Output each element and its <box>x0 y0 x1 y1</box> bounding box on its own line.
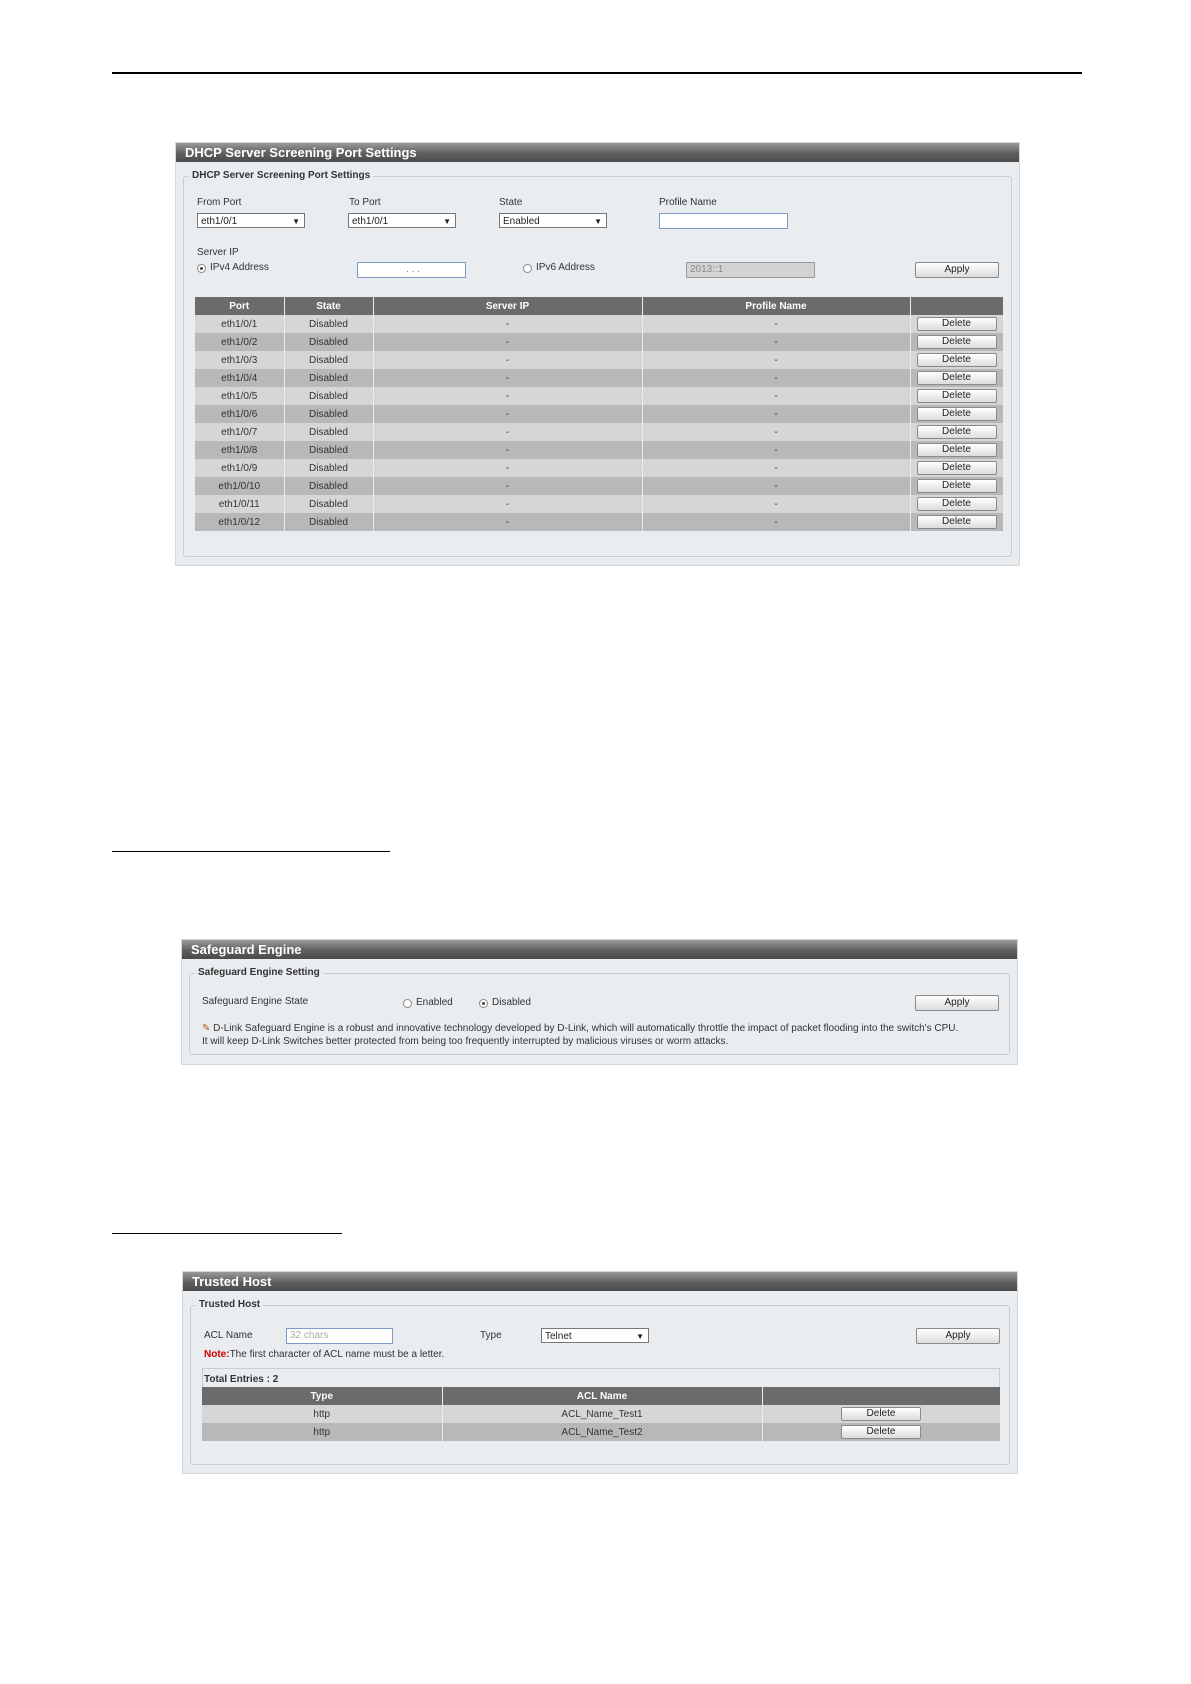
state-cell: Disabled <box>284 477 373 495</box>
table-row <box>202 1423 1000 1441</box>
table-header-row <box>202 1387 1000 1405</box>
table-row <box>195 495 1003 513</box>
server-ip-cell: - <box>373 513 642 531</box>
from-port-label: From Port <box>197 197 242 208</box>
profile-name-input[interactable] <box>659 213 788 229</box>
table-row <box>202 1405 1000 1423</box>
state-cell: Disabled <box>284 441 373 459</box>
action-cell <box>910 369 1003 387</box>
delete-button[interactable]: Delete <box>917 443 997 457</box>
ipv6-radio[interactable] <box>523 264 532 273</box>
total-entries-bar <box>202 1368 1000 1387</box>
port-cell: eth1/0/10 <box>195 477 284 495</box>
note-prefix: Note: <box>204 1349 230 1360</box>
port-cell: eth1/0/12 <box>195 513 284 531</box>
panel-title: DHCP Server Screening Port Settings <box>176 143 1019 162</box>
note-text-1: D-Link Safeguard Engine is a robust and innovative technology developed by D-Link, which will automatically throttle the impact of packet flooding into the switch's CPU. <box>213 1023 959 1034</box>
from-port-value: eth1/0/1 <box>201 216 238 227</box>
total-entries: Total Entries : 2 <box>204 1374 279 1385</box>
note-line-1 <box>202 1023 958 1034</box>
state-label: State <box>499 197 523 208</box>
col-header-type: Type <box>202 1387 442 1405</box>
profile-name-cell: - <box>642 315 910 333</box>
col-header-profile-name: Profile Name <box>642 297 910 315</box>
state-cell: Disabled <box>284 369 373 387</box>
note-text: The first character of ACL name must be a letter. <box>229 1349 445 1360</box>
safeguard-enabled-radio[interactable] <box>403 999 412 1008</box>
action-cell <box>910 387 1003 405</box>
port-cell: eth1/0/9 <box>195 459 284 477</box>
delete-button[interactable]: Delete <box>917 497 997 511</box>
delete-button[interactable]: Delete <box>917 317 997 331</box>
delete-button[interactable]: Delete <box>841 1425 921 1439</box>
to-port-value: eth1/0/1 <box>352 216 389 227</box>
server-ip-cell: - <box>373 387 642 405</box>
type-label: Type <box>480 1330 502 1341</box>
safeguard-disabled-radio[interactable] <box>479 999 488 1008</box>
server-ip-label: Server IP <box>197 247 239 258</box>
profile-name-cell: - <box>642 513 910 531</box>
chevron-down-icon: ▼ <box>594 217 602 226</box>
apply-button[interactable]: Apply <box>916 1328 1000 1344</box>
delete-button[interactable]: Delete <box>917 515 997 529</box>
profile-name-cell: - <box>642 369 910 387</box>
table-row <box>195 477 1003 495</box>
from-port-select[interactable] <box>197 213 305 228</box>
ipv6-address-input[interactable] <box>686 262 815 278</box>
fieldset-legend: Safeguard Engine Setting <box>195 967 323 978</box>
port-cell: eth1/0/3 <box>195 351 284 369</box>
pencil-icon: ✎ <box>202 1023 211 1034</box>
profile-name-label: Profile Name <box>659 197 717 208</box>
table-row <box>195 459 1003 477</box>
action-cell <box>910 423 1003 441</box>
table-row <box>195 351 1003 369</box>
table-row <box>195 441 1003 459</box>
acl-name-placeholder: 32 chars <box>290 1330 329 1341</box>
action-cell <box>910 513 1003 531</box>
table-row <box>195 423 1003 441</box>
state-cell: Disabled <box>284 495 373 513</box>
profile-name-cell: - <box>642 405 910 423</box>
action-cell <box>910 333 1003 351</box>
col-header-action <box>910 297 1003 315</box>
safeguard-state-label: Safeguard Engine State <box>202 996 309 1007</box>
action-cell <box>910 495 1003 513</box>
apply-button[interactable]: Apply <box>915 995 999 1011</box>
trusted-host-table <box>202 1387 1001 1441</box>
note-line <box>204 1349 444 1360</box>
ipv4-radio[interactable] <box>197 264 206 273</box>
section-underline <box>112 851 390 852</box>
port-cell: eth1/0/6 <box>195 405 284 423</box>
port-cell: eth1/0/1 <box>195 315 284 333</box>
profile-name-cell: - <box>642 423 910 441</box>
state-select[interactable] <box>499 213 607 228</box>
action-cell <box>910 351 1003 369</box>
fieldset-legend: Trusted Host <box>196 1299 263 1310</box>
chevron-down-icon: ▼ <box>636 1332 644 1341</box>
delete-button[interactable]: Delete <box>917 479 997 493</box>
panel-title: Trusted Host <box>183 1272 1017 1291</box>
state-cell: Disabled <box>284 459 373 477</box>
safeguard-fieldset <box>189 967 1010 1055</box>
ipv4-address-input[interactable] <box>357 262 466 278</box>
acl-name-input[interactable] <box>286 1328 393 1344</box>
profile-name-cell: - <box>642 459 910 477</box>
table-row <box>195 387 1003 405</box>
fieldset-legend: DHCP Server Screening Port Settings <box>189 170 373 181</box>
safeguard-disabled-label: Disabled <box>492 997 531 1008</box>
page-top-rule <box>112 72 1082 74</box>
action-cell <box>910 315 1003 333</box>
dhcp-screening-fieldset <box>183 170 1012 557</box>
type-cell: http <box>202 1405 442 1423</box>
table-header-row <box>195 297 1003 315</box>
trusted-host-panel <box>182 1271 1018 1474</box>
server-ip-cell: - <box>373 477 642 495</box>
ipv6-label: IPv6 Address <box>536 262 595 273</box>
acl-name-cell: ACL_Name_Test2 <box>442 1423 762 1441</box>
state-cell: Disabled <box>284 315 373 333</box>
server-ip-cell: - <box>373 369 642 387</box>
section-underline <box>112 1233 342 1234</box>
server-ip-cell: - <box>373 459 642 477</box>
port-cell: eth1/0/8 <box>195 441 284 459</box>
table-row <box>195 333 1003 351</box>
delete-button[interactable]: Delete <box>917 461 997 475</box>
server-ip-cell: - <box>373 423 642 441</box>
delete-button[interactable]: Delete <box>917 407 997 421</box>
port-cell: eth1/0/7 <box>195 423 284 441</box>
type-value: Telnet <box>545 1331 572 1342</box>
delete-button[interactable]: Delete <box>917 371 997 385</box>
table-row <box>195 315 1003 333</box>
table-row <box>195 513 1003 531</box>
state-cell: Disabled <box>284 333 373 351</box>
profile-name-cell: - <box>642 351 910 369</box>
profile-name-cell: - <box>642 495 910 513</box>
action-cell <box>910 459 1003 477</box>
ipv4-placeholder: . . . <box>406 264 420 275</box>
to-port-label: To Port <box>349 197 381 208</box>
type-select[interactable] <box>541 1328 649 1343</box>
dhcp-port-table <box>195 297 1004 531</box>
port-cell: eth1/0/2 <box>195 333 284 351</box>
state-value: Enabled <box>503 216 540 227</box>
ipv4-label: IPv4 Address <box>210 262 269 273</box>
delete-button[interactable]: Delete <box>841 1407 921 1421</box>
delete-button[interactable]: Delete <box>917 425 997 439</box>
col-header-server-ip: Server IP <box>373 297 642 315</box>
type-cell: http <box>202 1423 442 1441</box>
server-ip-cell: - <box>373 351 642 369</box>
safeguard-engine-panel <box>181 939 1018 1065</box>
port-cell: eth1/0/4 <box>195 369 284 387</box>
port-cell: eth1/0/11 <box>195 495 284 513</box>
col-header-port: Port <box>195 297 284 315</box>
chevron-down-icon: ▼ <box>443 217 451 226</box>
delete-button[interactable]: Delete <box>917 389 997 403</box>
dhcp-screening-panel <box>175 142 1020 566</box>
state-cell: Disabled <box>284 351 373 369</box>
acl-name-cell: ACL_Name_Test1 <box>442 1405 762 1423</box>
note-line-2: It will keep D-Link Switches better protected from being too frequently interrupted by malicious viruses or worm attacks. <box>202 1036 729 1047</box>
state-cell: Disabled <box>284 405 373 423</box>
action-cell <box>910 441 1003 459</box>
port-cell: eth1/0/5 <box>195 387 284 405</box>
server-ip-cell: - <box>373 405 642 423</box>
col-header-state: State <box>284 297 373 315</box>
server-ip-cell: - <box>373 495 642 513</box>
action-cell <box>762 1423 1000 1441</box>
delete-button[interactable]: Delete <box>917 353 997 367</box>
safeguard-enabled-label: Enabled <box>416 997 453 1008</box>
action-cell <box>910 477 1003 495</box>
state-cell: Disabled <box>284 423 373 441</box>
server-ip-cell: - <box>373 441 642 459</box>
server-ip-cell: - <box>373 315 642 333</box>
profile-name-cell: - <box>642 333 910 351</box>
ipv6-placeholder: 2013::1 <box>690 264 724 275</box>
col-header-acl-name: ACL Name <box>442 1387 762 1405</box>
profile-name-cell: - <box>642 477 910 495</box>
trusted-host-fieldset <box>190 1299 1010 1465</box>
table-row <box>195 369 1003 387</box>
profile-name-cell: - <box>642 441 910 459</box>
server-ip-cell: - <box>373 333 642 351</box>
profile-name-cell: - <box>642 387 910 405</box>
to-port-select[interactable] <box>348 213 456 228</box>
apply-button[interactable]: Apply <box>915 262 999 278</box>
acl-name-label: ACL Name <box>204 1330 253 1341</box>
chevron-down-icon: ▼ <box>292 217 300 226</box>
action-cell <box>910 405 1003 423</box>
state-cell: Disabled <box>284 387 373 405</box>
delete-button[interactable]: Delete <box>917 335 997 349</box>
table-row <box>195 405 1003 423</box>
state-cell: Disabled <box>284 513 373 531</box>
col-header-action <box>762 1387 1000 1405</box>
action-cell <box>762 1405 1000 1423</box>
panel-title: Safeguard Engine <box>182 940 1017 959</box>
